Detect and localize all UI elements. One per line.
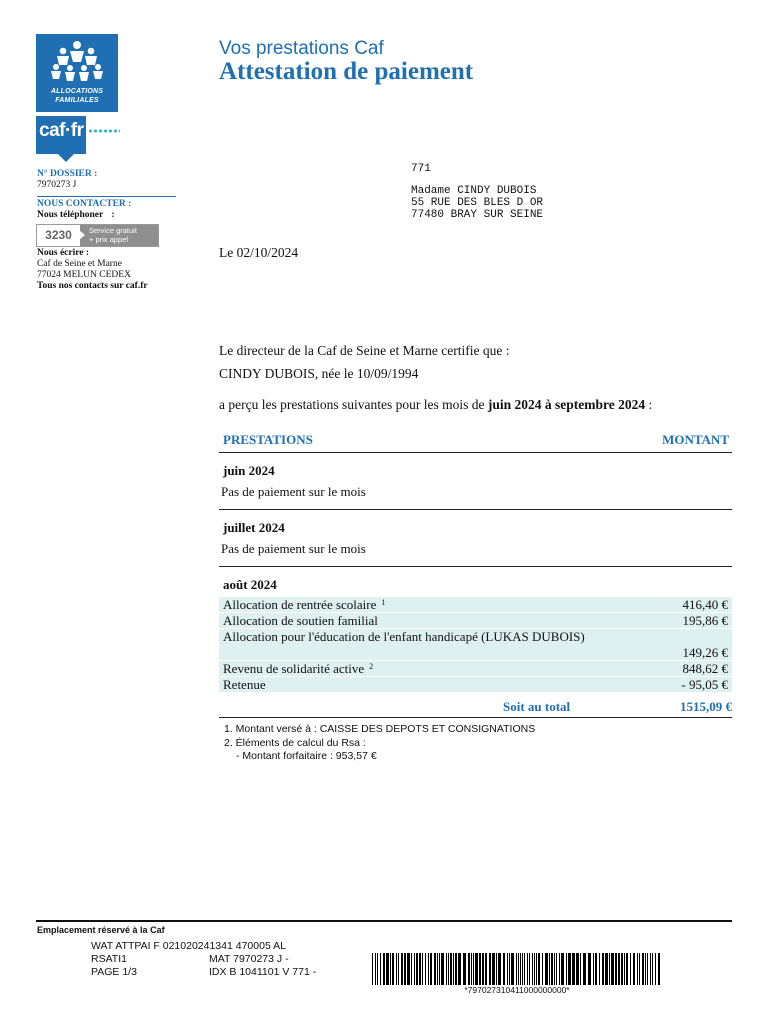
table-divider [219, 509, 732, 510]
dots-icon [88, 129, 120, 133]
table-row [219, 629, 732, 660]
table-row [219, 597, 732, 612]
table-row [219, 613, 732, 628]
month-note: Pas de paiement sur le mois [221, 541, 366, 556]
caf-fr-logo [36, 116, 86, 154]
total-amount: 1515,09 € [680, 699, 732, 714]
table-divider [219, 717, 732, 718]
barcode-text: *797027310411000000000* [464, 985, 570, 995]
column-prestations: PRESTATIONS [223, 432, 313, 447]
row-label [223, 597, 385, 613]
row-label: Allocation pour l'éducation de l'enfant handicapé (LUKAS DUBOIS) [223, 629, 585, 644]
phone-number: 3230 [45, 228, 72, 242]
footnote-2: 2. Éléments de calcul du Rsa : [224, 737, 366, 749]
row-amount: 416,40 € [682, 597, 728, 612]
write-label: Nous écrire : [37, 248, 90, 258]
sidebar-divider [37, 196, 176, 197]
row-label [223, 661, 373, 677]
family-figures-icon [48, 40, 106, 86]
speech-tail-icon [58, 154, 74, 162]
row-label-text: Revenu de solidarité active [223, 661, 365, 676]
phone-tag-line2: + prix appel [89, 235, 128, 244]
address-line3: 77480 BRAY SUR SEINE [411, 209, 544, 221]
row-amount: 195,86 € [682, 613, 728, 628]
footer-mat: MAT 7970273 J - [209, 953, 289, 965]
footer-label: Emplacement réservé à la Caf [37, 925, 165, 935]
phone-number-box[interactable] [36, 224, 159, 247]
document-date: Le 02/10/2024 [219, 245, 299, 260]
address-line1: Madame CINDY DUBOIS [411, 185, 537, 197]
phone-tag-line1: Service gratuit [89, 226, 137, 235]
month-title: août 2024 [223, 577, 277, 592]
table-divider [219, 452, 732, 453]
table-row [219, 661, 732, 676]
contact-label: NOUS CONTACTER : [37, 199, 132, 209]
footnote-1: 1. Montant versé à : CAISSE DES DEPOTS ET CONSIGNATIONS [224, 723, 536, 735]
all-contacts-link[interactable]: Tous nos contacts sur caf.fr [37, 281, 148, 291]
footer-page: PAGE 1/3 [91, 966, 137, 978]
body-line3-end: : [645, 397, 653, 412]
footnote-ref: 2 [369, 662, 374, 671]
month-note: Pas de paiement sur le mois [221, 484, 366, 499]
month-title: juillet 2024 [223, 520, 285, 535]
phone-tag [80, 225, 158, 246]
footer-divider [36, 920, 732, 922]
row-amount: 848,62 € [682, 661, 728, 676]
column-montant: MONTANT [662, 432, 729, 447]
footer-ref-1: WAT ATTPAI F 021020241341 470005 AL [91, 940, 286, 952]
row-label: Retenue [223, 677, 266, 692]
barcode-icon [372, 953, 662, 985]
row-label: Allocation de soutien familial [223, 613, 378, 628]
body-line3 [219, 397, 652, 413]
body-line2: CINDY DUBOIS, née le 10/09/1994 [219, 366, 419, 381]
logo-text-line2: FAMILIALES [55, 97, 99, 104]
caf-fr-text: caf·fr [39, 120, 84, 141]
header-subtitle: Vos prestations Caf [219, 38, 384, 59]
total-label: Soit au total [503, 699, 571, 714]
dossier-value: 7970273 J [37, 180, 77, 190]
body-line1: Le directeur de la Caf de Seine et Marne certifie que : [219, 343, 510, 358]
row-amount: - 95,05 € [681, 677, 728, 692]
phone-label [37, 210, 115, 221]
page-title: Attestation de paiement [219, 58, 474, 85]
dossier-label: N° DOSSIER : [37, 169, 98, 179]
month-title: juin 2024 [223, 463, 275, 478]
row-label-text: Allocation de rentrée scolaire [223, 597, 377, 612]
footnote-2a: - Montant forfaitaire : 953,57 € [236, 750, 377, 762]
write-line2: 77024 MELUN CEDEX [37, 270, 131, 280]
table-row [219, 677, 732, 692]
logo-text-line1: ALLOCATIONS [50, 88, 104, 95]
address-line2: 55 RUE DES BLES D OR [411, 197, 544, 209]
table-divider [219, 566, 732, 567]
body-line3-start: a perçu les prestations suivantes pour les mois de [219, 397, 488, 412]
phone-label-colon: : [111, 210, 115, 220]
caf-logo [36, 34, 118, 112]
footnote-ref: 1 [381, 598, 386, 607]
footer-idx: IDX B 1041101 V 771 - [209, 966, 317, 978]
address-code: 771 [411, 163, 431, 175]
phone-label-text: Nous téléphoner [37, 210, 104, 220]
row-amount: 149,26 € [682, 645, 728, 660]
write-line1: Caf de Seine et Marne [37, 259, 122, 269]
footer-ref-2: RSATI1 [91, 953, 127, 965]
body-line3-period: juin 2024 à septembre 2024 [487, 397, 646, 412]
